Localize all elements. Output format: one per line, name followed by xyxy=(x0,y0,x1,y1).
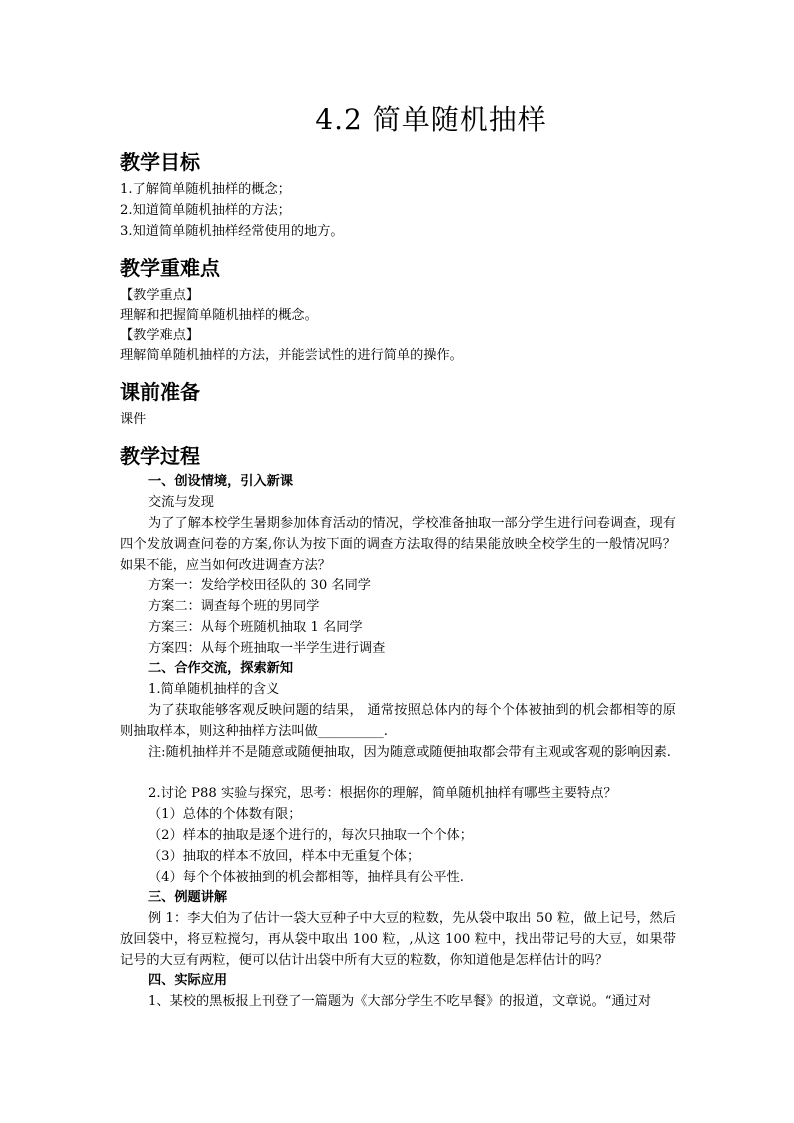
goal-item: 2.知道简单随机抽样的方法； xyxy=(120,203,291,218)
subsection-title-4: 四、实际应用 xyxy=(148,973,228,988)
page-title: 4.2 简单随机抽样 xyxy=(315,103,547,136)
section-heading-prep: 课前准备 xyxy=(120,380,200,404)
feature-item: （2）样本的抽取是逐个进行的，每次只抽取一个个体； xyxy=(148,828,473,843)
paragraph-application: 1、某校的黑板报上刊登了一篇题为《大部分学生不吃早餐》的报道，文章说。“通过对 xyxy=(148,994,652,1009)
focus-text: 理解和把握简单随机抽样的概念。 xyxy=(120,308,318,323)
paragraph-note: 注:随机抽样并不是随意或随便抽取，因为随意或随便抽取都会带有主观或客观的影响因素. xyxy=(148,745,671,760)
prep-text: 课件 xyxy=(120,412,147,427)
plan-item: 方案一：发给学校田径队的 30 名同学 xyxy=(148,578,371,593)
difficulty-text: 理解简单随机抽样的方法，并能尝试性的进行简单的操作。 xyxy=(120,348,463,363)
feature-item: （3）抽取的样本不放回，样本中无重复个体； xyxy=(148,849,421,864)
section-heading-goals: 教学目标 xyxy=(120,150,200,174)
subsection-title-1: 一、创设情境，引入新课 xyxy=(148,474,294,489)
plan-item: 方案三：从每个班随机抽取 1 名同学 xyxy=(148,620,363,635)
discussion-question: 2.讨论 P88 实验与探究，思考：根据你的理解，简单随机抽样有哪些主要特点？ xyxy=(148,786,617,801)
subsection-subtitle: 1.简单随机抽样的含义 xyxy=(148,682,280,697)
subsection-subtitle: 交流与发现 xyxy=(148,495,214,510)
focus-label: 【教学重点】 xyxy=(120,288,200,303)
paragraph-example: 例 1：李大伯为了估计一袋大豆种子中大豆的粒数，先从袋中取出 50 粒，做上记号，然后放回袋中，将豆粒搅匀，再从袋中取出 100 粒，,从这 100 粒中，找出带记号的大豆，如果带记号的大豆有两粒，便可以估计出袋中所有大豆的粒数，你知道他是怎样估计的吗？ xyxy=(120,911,676,968)
section-heading-process: 教学过程 xyxy=(120,444,200,468)
section-heading-keypoints: 教学重难点 xyxy=(120,256,220,280)
paragraph-definition: 为了获取能够客观反映问题的结果， 通常按照总体内的每个个体被抽到的机会都相等的原则抽取样本，则这种抽样方法叫做__________. xyxy=(120,703,676,739)
subsection-title-3: 三、例题讲解 xyxy=(148,890,228,905)
paragraph-intro: 为了了解本校学生暑期参加体育活动的情况，学校准备抽取一部分学生进行问卷调查，现有四个发放调查问卷的方案,你认为按下面的调查方法取得的结果能放映全校学生的一般情况吗？如果不能，应当如何改进调查方法？ xyxy=(120,516,676,573)
difficulty-label: 【教学难点】 xyxy=(120,328,200,343)
goal-item: 3.知道简单随机抽样经常使用的地方。 xyxy=(120,224,344,239)
subsection-title-2: 二、合作交流，探索新知 xyxy=(148,661,294,676)
goal-item: 1.了解简单随机抽样的概念； xyxy=(120,182,291,197)
feature-item: （1）总体的个体数有限； xyxy=(148,807,302,822)
plan-item: 方案四：从每个班抽取一半学生进行调查 xyxy=(148,641,386,656)
feature-item: （4）每个个体被抽到的机会都相等，抽样具有公平性. xyxy=(148,870,464,885)
plan-item: 方案二：调查每个班的男同学 xyxy=(148,599,320,614)
